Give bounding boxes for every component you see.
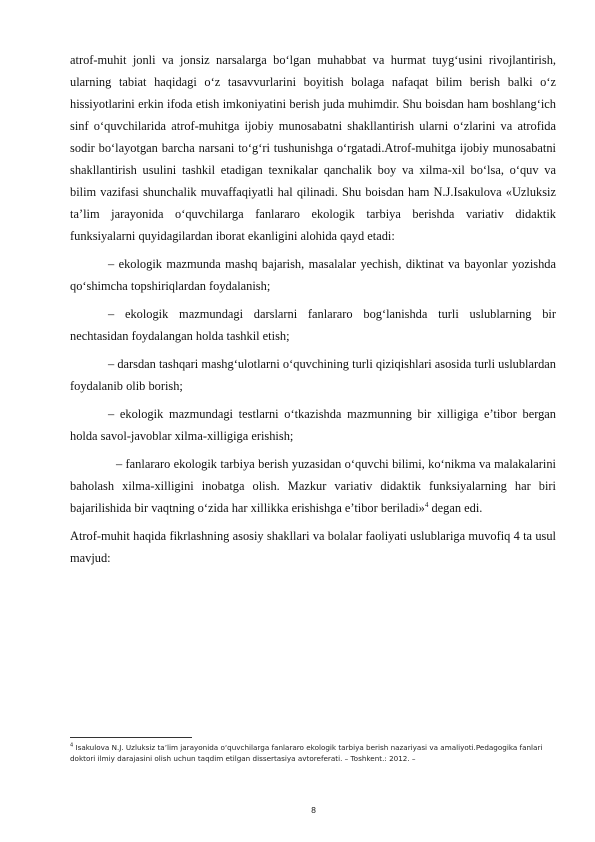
list-item-5-text: – fanlararo ekologik tarbiya berish yuzasidan o‘quvchi bilimi, ko‘nikma va malakalarini baholash xilma-xilligini inobatga olish. Mazkur variativ didaktik funksiyalarning har biri bajarilishida bir vaqtning o‘zida har xillikka erishishga e’tibor beriladi» (70, 457, 556, 515)
list-item-5-tail: degan edi. (428, 501, 483, 515)
footnote-text: Isakulova N.J. Uzluksiz ta’lim jarayonida o‘quvchilarga fanlararo ekologik tarbiya berish nazariyasi va amaliyoti.Pedagogika fanlari doktori ilmiy darajasini olish uchun taqdim etilgan dissertasiya avtoreferati. – Toshkent.: 2012. – (70, 743, 543, 763)
list-item-2: – ekologik mazmundagi darslarni fanlararo bog‘lanishda turli uslublarning bir nechtasidan foydalangan holda tashkil etish; (70, 307, 556, 343)
list-item-5 (70, 453, 556, 519)
footnote (70, 742, 556, 764)
footnote-reference[interactable]: 4 (424, 500, 429, 509)
list-item-3: – darsdan tashqari mashg‘ulotlarni o‘quvchining turli qiziqishlari asosida turli uslublardan foydalanib olib borish; (70, 357, 556, 393)
paragraph-intro: atrof-muhit jonli va jonsiz narsalarga bo‘lgan muhabbat va hurmat tuyg‘usini rivojlantirish, ularning tabiat haqidagi o‘z tasavvurlarini boyitish bolaga nafaqat bilim berish balki o‘z hissiyotlarini erkin ifoda etish imkoniyatini berish juda muhimdir. Shu boisdan ham boshlang‘ich sinf o‘quvchilarida atrof-muhitga ijobiy munosabatni shakllantirish ularni o‘zlarini va atrofida sodir bo‘layotgan barcha narsani to‘g‘ri tushunishga o‘rgatadi.Atrof-muhitga ijobiy munosabatni shakllantirish usulini tashkil etadigan texnikalar qanchalik boy va xilma-xil bo‘lsa, o‘quv va bilim vazifasi shunchalik muvaffaqiyatli hal qilinadi. Shu boisdan ham N.J.Isakulova «Uzluksiz ta’lim jarayonida o‘quvchilarga fanlararo ekologik tarbiya berishda variativ didaktik funksiyalarni quyidagilardan iborat ekanligini alohida qayd etadi: (70, 53, 556, 243)
footnote-divider (70, 737, 192, 738)
footnote-mark: 4 (70, 742, 74, 749)
paragraph-conclusion: Atrof-muhit haqida fikrlashning asosiy shakllari va bolalar faoliyati uslublariga muvofiq 4 ta usul mavjud: (70, 529, 556, 565)
list-item-1: – ekologik mazmunda mashq bajarish, masalalar yechish, diktinat va bayonlar yozishda qo‘shimcha topshiriqlardan foydalanish; (70, 257, 556, 293)
body-text (70, 49, 556, 575)
page-number: 8 (310, 806, 317, 815)
list-item-4: – ekologik mazmundagi testlarni o‘tkazishda mazmunning bir xilligiga e’tibor bergan holda savol-javoblar xilma-xilligiga erishish; (70, 407, 556, 443)
